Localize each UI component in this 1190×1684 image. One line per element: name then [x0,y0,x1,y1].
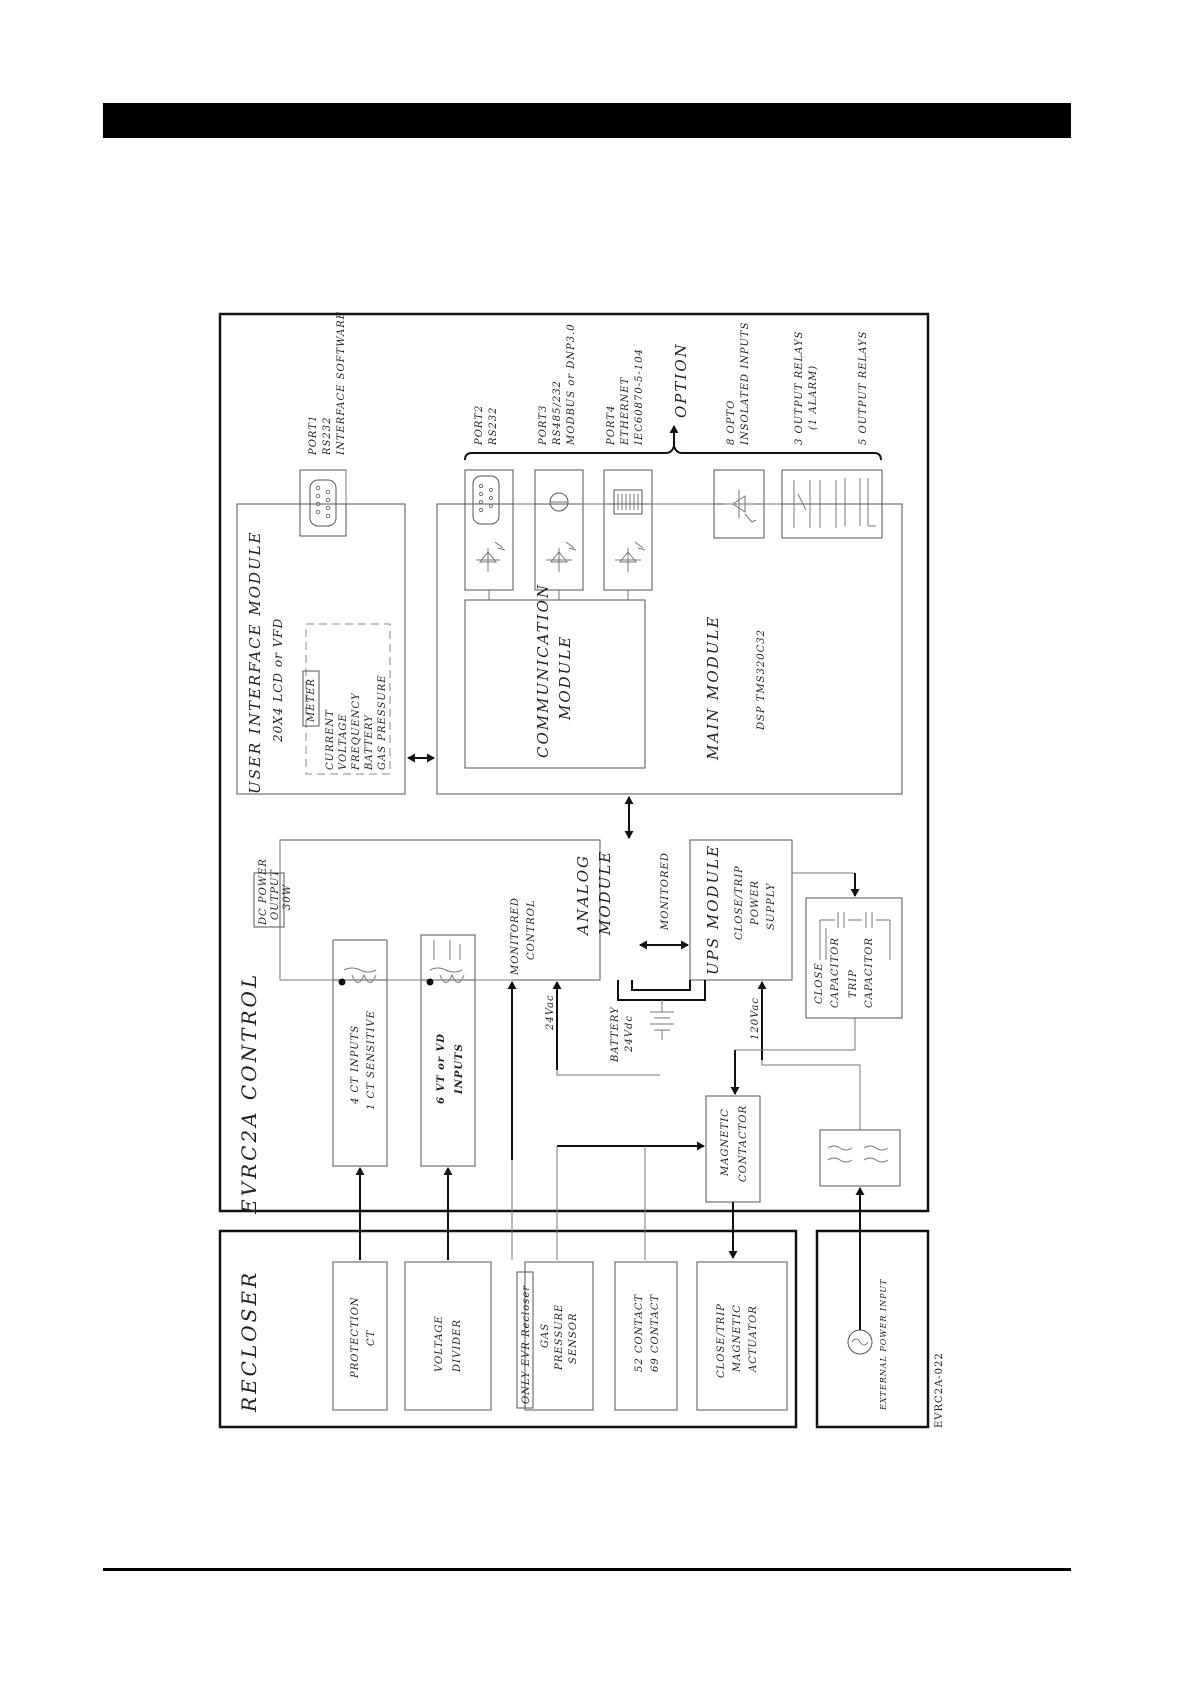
port2-label: PORT2 [474,404,485,445]
option-label: OPTION [672,342,690,418]
capacitor-label: CAPACITOR [864,937,875,1008]
magnetic-contactor-box [706,1096,760,1202]
vt-inputs-box [421,935,475,1166]
power-supply-label: POWER [750,879,761,925]
labels [237,311,945,1428]
dc-power-label: DC POWER [258,858,269,925]
meter-label: METER [306,677,317,722]
relays-5-label: 5 OUTPUT RELAYS [858,330,869,445]
capacitor-label: CLOSE [814,962,825,1004]
comm-module-label: COMMUNICATION [534,582,552,758]
display-label: 20X4 LCD or VFD [271,617,285,742]
dsp-label: DSP TMS320C32 [756,629,767,730]
actuator-label: CLOSE/TRIP [716,1303,727,1378]
monitored-label: MONITORED [660,852,671,930]
port1-label: INTERFACE SOFTWARE [336,310,347,455]
port4-label: IEC60870-5-104 [634,348,645,445]
ups-module-label: UPS MODULE [704,843,722,975]
voltage-divider-label: VOLTAGE [434,1315,445,1372]
monitored-control-label: CONTROL [526,899,537,960]
analog-module-box [280,840,600,980]
port4-label: PORT4 [606,404,617,445]
dc-power-label: 30W [282,883,293,910]
opto-label: INSOLATED INPUTS [740,321,751,445]
contacts-label: 69 CONTACT [650,1293,661,1372]
contactor-label: MAGNETIC [720,1108,731,1176]
actuator-label: MAGNETIC [732,1304,743,1372]
meter-item: BATTERY [364,714,375,770]
evrc2a-control-title: EVRC2A CONTROL [237,971,261,1214]
port2-module [465,470,513,590]
port3-label: RS485/232 [552,380,563,445]
ui-module-title: USER INTERFACE MODULE [246,530,264,794]
battery-label: BATTERY [610,1006,621,1062]
communication-module-box [465,600,645,768]
voltage-divider-box [405,1262,491,1410]
meter-item: VOLTAGE [338,713,349,770]
protection-ct-label: CT [366,1329,377,1346]
contacts-box [615,1262,677,1410]
comm-module-label: MODULE [556,634,574,720]
recloser-frame [220,1231,796,1427]
battery-label: 24Vdc [624,1015,635,1052]
only-evr-label: ONLY EVR Recloser [521,1284,532,1404]
gas-sensor-label: GAS [540,1322,551,1348]
external-power-label: EXTERNAL POWER INPUT [879,1278,888,1410]
figure-id: EVRC2A-022 [934,1352,945,1428]
external-power-frame [817,1231,928,1427]
db9-icon [310,480,336,526]
meter-item: FREQUENCY [351,692,362,770]
capacitor-label: TRIP [848,969,859,998]
dc-power-label: OUTPUT [270,869,281,920]
meter-item: CURRENT [325,709,336,770]
port3-label: MODBUS or DNP3.0 [566,323,577,445]
port4-module [604,470,652,590]
analog-module-label: MODULE [596,849,614,935]
contacts-label: 52 CONTACT [634,1293,645,1372]
port3-label: PORT3 [538,404,549,445]
monitored-control-label: MONITORED [510,897,521,975]
protection-ct-label: PROTECTION [350,1296,361,1378]
v24ac-label: 24Vac [545,994,556,1030]
port1-label: PORT1 [308,414,319,455]
relays-label: 3 OUTPUT RELAYS [794,330,805,445]
port3-module [535,470,583,590]
gas-sensor-label: PRESSURE [554,1303,565,1370]
power-supply-label: SUPPLY [766,882,777,930]
contactor-label: CONTACTOR [738,1105,749,1182]
ct-inputs-label: 4 CT INPUTS [350,1024,361,1104]
analog-module-label: ANALOG [574,853,592,935]
opto-label: 8 OPTO [726,399,737,445]
recloser-title: RECLOSER [237,1270,261,1412]
power-supply-label: CLOSE/TRIP [734,865,745,940]
vt-inputs-label: 6 VT or VD [436,1033,447,1104]
gas-sensor-label: SENSOR [568,1312,579,1364]
port4-label: ETHERNET [620,376,631,445]
meter-item: GAS PRESSURE [377,674,388,770]
footer-rule [103,1568,1071,1571]
voltage-divider-label: DIVIDER [452,1319,463,1372]
ct-inputs-label: 1 CT SENSITIVE [366,1010,377,1110]
vt-inputs-label: INPUTS [454,1043,465,1094]
main-module-box [437,504,902,794]
port2-label: RS232 [488,406,499,445]
port1-label: RS232 [322,416,333,455]
relays-label: (1 ALARM) [808,364,819,430]
capacitor-label: CAPACITOR [830,937,841,1008]
v120ac-label: 120Vac [750,997,761,1040]
main-module-label: MAIN MODULE [704,614,722,760]
actuator-label: ACTUATOR [748,1305,759,1372]
